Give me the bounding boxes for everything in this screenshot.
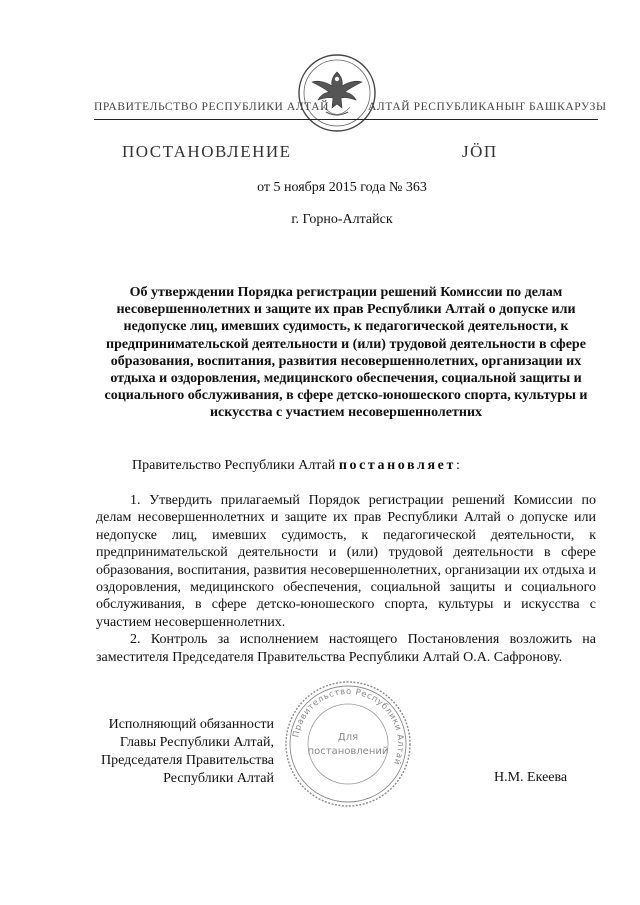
preamble-colon: : [455, 458, 460, 473]
document-body [96, 492, 596, 666]
letterhead-right: АЛТАЙ РЕСПУБЛИКАНЫҤ БАШКАРУЗЫ [368, 101, 607, 113]
resolution-item-1: 1. Утвердить прилагаемый Порядок регистрации решений Комиссии по делам несовершеннолетних и защите их прав Республики Алтай о допуске или недопуске лиц, имевших судимость, к педагогической деятельности, к предпринимательской деятельности и (или) трудовой деятельности в сфере образования, воспитания, развития несовершеннолетних, организации их отдыха и оздоровления, медицинского обеспечения, социальной защиты и социального обслуживания, в сфере детско-юношеского спорта, культуры и искусства с участием несовершеннолетних. [96, 493, 596, 630]
doc-type-russian: ПОСТАНОВЛЕНИЕ [122, 142, 292, 161]
document-title: Об утверждении Порядка регистрации решений Комиссии по делам несовершеннолетних и защите их прав Республики Алтай о допуске или недопуске лиц, имевших судимость, к педагогической деятельности, к предпринимательской деятельности и (или) трудовой деятельности в сфере образования, воспитания, развития несовершеннолетних, организации их отдыха и оздоровления, медицинского обеспечения, социальной защиты и социального обслуживания, в сфере детско-юношеского спорта, культуры и искусства с участием несовершеннолетних [104, 285, 588, 421]
preamble-verb: постановляет [338, 458, 456, 473]
signature-line-1: Исполняющий обязанности [108, 717, 274, 732]
letterhead-left: ПРАВИТЕЛЬСТВО РЕСПУБЛИКИ АЛТАЙ [94, 101, 330, 113]
signature-line-3: Председателя Правительства [100, 753, 274, 768]
document-date: от 5 ноября 2015 года № 363 [257, 180, 427, 195]
coat-of-arms-emblem [296, 52, 378, 134]
official-stamp [282, 678, 414, 810]
resolution-item-2: 2. Контроль за исполнением настоящего Постановления возложить на заместителя Председателя Правительства Республики Алтай О.А. Сафронову. [96, 632, 596, 665]
stamp-center-line2: постановлений [307, 746, 389, 757]
signature-line-4: Республики Алтай [163, 771, 274, 786]
letterhead-divider [94, 119, 598, 120]
document-city: г. Горно-Алтайск [291, 212, 393, 227]
preamble-subject: Правительство Республики Алтай [132, 458, 336, 473]
signatory-name: Н.М. Екеева [494, 770, 568, 785]
preamble [132, 458, 460, 474]
stamp-center-line1: Для [337, 732, 359, 743]
signature-block [96, 716, 274, 788]
doc-type-altai: ЈӦП [462, 142, 498, 161]
signature-line-2: Главы Республики Алтай, [119, 735, 274, 750]
stamp-ring-text: Правительство Республики Алтай [291, 686, 406, 767]
